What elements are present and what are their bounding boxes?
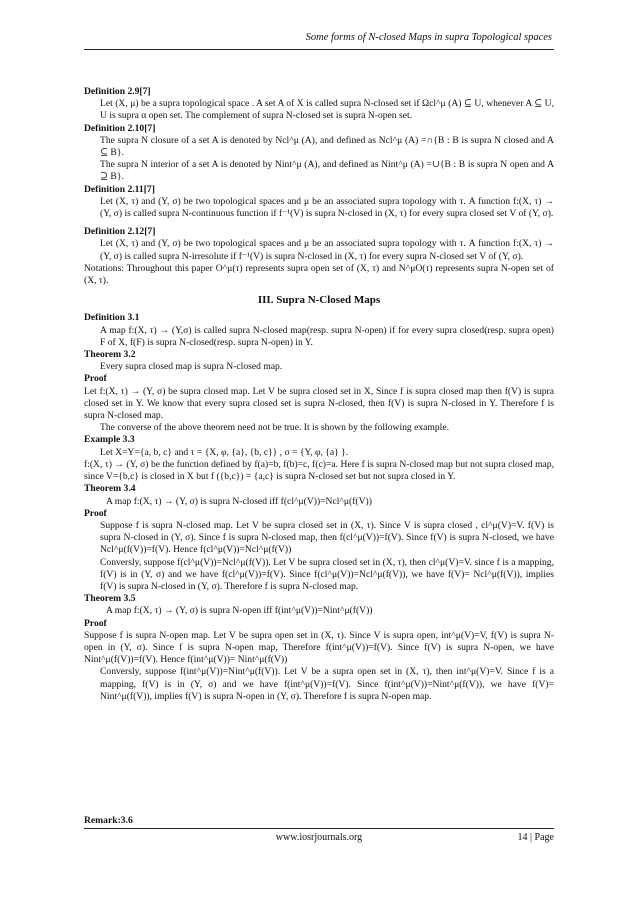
header-rule xyxy=(84,49,554,50)
section-heading: Theorem 3.5 xyxy=(84,593,136,605)
journal-site-link[interactable]: www.iosrjournals.org xyxy=(275,832,363,843)
paragraph: The supra N interior of a set A is denoted by Nint^μ (A), and defined as Nint^μ (A) =∪{B : B is supra N open and A ⊇ B}. xyxy=(100,159,554,183)
paragraph: A map f:(X, τ) → (Y, σ) is supra N-closed iff f(cl^μ(V))=Ncl^μ(f(V)) xyxy=(106,495,372,507)
section-heading: Theorem 3.2 xyxy=(84,349,136,361)
paragraph: Let (X, μ) be a supra topological space . A set A of X is called supra N-closed set if Ωcl^μ (A) ⊆ U, whenever A ⊆ U, U is supra α open set. The complement of supra N-closed set is supra N-open set. xyxy=(100,98,554,122)
page-number: 14 | Page xyxy=(517,832,554,843)
paragraph: Every supra closed map is supra N-closed map. xyxy=(100,361,283,373)
section-heading: Definition 2.11[7] xyxy=(84,183,155,195)
section-heading: Definition 2.12[7] xyxy=(84,226,156,238)
section-heading: Example 3.3 xyxy=(84,434,135,446)
running-header: Some forms of N-closed Maps in supra Topological spaces xyxy=(305,32,552,43)
remark-heading: Remark:3.6 xyxy=(84,815,133,826)
paragraph: Let (X, τ) and (Y, σ) be two topological spaces and μ be an associated supra topology with τ. A function f:(X, τ) → (Y, σ) is called supra N-continuous function if f⁻¹(V) is supra N-closed in (X, τ) for every supra closed set V of (Y, σ). xyxy=(100,195,554,220)
paragraph: Let X=Y={a, b, c} and τ = {X, φ, {a}, {b, c}} , σ = {Y, φ, {a} }. xyxy=(100,446,349,458)
footer-rule xyxy=(84,828,554,829)
paragraph: Suppose f is supra N-open map. Let V be supra open set in (X, τ). Since V is supra open, int^μ(V)=V, f(V) is supra N-open in (Y, σ). Since f is supra N-open map, Therefore f(int^μ(V))=f(V). Since f(V) is supra N-open, we have Nint^μ(f(V))=f(V). Hence f(int^μ(V))= Nint^μ(f(V)) xyxy=(84,629,554,666)
paragraph: The converse of the above theorem need not be true. It is shown by the following example. xyxy=(100,422,450,434)
paragraph: Conversly, suppose f(int^μ(V))=Nint^μ(f(V)). Let V be a supra open set in (X, τ), then int^μ(V)=V. Since f is a mapping, f(V) is in (Y, σ) and we have f(int^μ(V))=f(V). Since f(int^μ(V))=Nint^μ(f(V)), we have f(V)= Nint^μ(f(V)), implies f(V) is supra N-open in (Y, σ). Therefore f is supra N-open map. xyxy=(100,666,554,702)
section-heading: Theorem 3.4 xyxy=(84,483,136,495)
paragraph: Let f:(X, τ) → (Y, σ) be supra closed map. Let V be supra closed set in X, Since f is supra closed map then f(V) is supra closed set in Y. We know that every supra closed set is supra N-closed, then f(V) is supra N-closed in Y. Therefore f is supra N-closed map. xyxy=(84,385,554,422)
section-heading: Proof xyxy=(84,373,107,385)
section-heading: Definition 2.10[7] xyxy=(84,122,156,134)
paragraph: A map f:(X, τ) → (Y,σ) is called supra N-closed map(resp. supra N-open) if for every supra closed(resp. supra open) F of X, f(F) is supra N-closed(resp. supra N-open) in Y. xyxy=(100,324,554,348)
paragraph: Suppose f is supra N-closed map. Let V be supra closed set in (X, τ). Since V is supra closed , cl^μ(V)=V. f(V) is supra N-closed in (Y, σ). Since f is supra N-closed map, then f(cl^μ(V))=f(V). Since f(V) is supra N-closed, we have Ncl^μ(f(V))=f(V). Hence f(cl^μ(V))=Ncl^μ(f(V)) xyxy=(100,519,554,556)
section-heading: Definition 3.1 xyxy=(84,312,140,324)
paragraph: The supra N closure of a set A is denoted by Ncl^μ (A), and defined as Ncl^μ (A) =∩{B : B is supra N closed and A ⊆ B}. xyxy=(100,134,554,159)
section-heading: Proof xyxy=(84,507,107,519)
page-body xyxy=(84,86,554,703)
paragraph: Let (X, τ) and (Y, σ) be two topological spaces and μ be an associated supra topology with τ. A function f:(X, τ) → (Y, σ) is called supra N-irresolute if f⁻¹(V) is supra N-closed in (X, τ) for every supra N-closed set V of (Y, σ). xyxy=(100,238,554,262)
paragraph: f:(X, τ) → (Y, σ) be the function defined by f(a)=b, f(b)=c, f(c)=a. Here f is supra N-closed map but not supra closed map, since V={b,c} is closed in X but f ({b,c}) = {a,c} is supra N-closed set but not supra closed in Y. xyxy=(84,458,554,483)
section-heading: Proof xyxy=(84,617,107,629)
paragraph: Notations: Throughout this paper O^μ(τ) represents supra open set of (X, τ) and N^μO(τ) represents supra N-open set of (X, τ). xyxy=(84,262,554,287)
paragraph: A map f:(X, τ) → (Y, σ) is supra N-open iff f(int^μ(V))=Nint^μ(f(V)) xyxy=(106,605,373,617)
section-title: III. Supra N-Closed Maps xyxy=(257,294,381,307)
paragraph: Conversly, suppose f(cl^μ(V))=Ncl^μ(f(V)). Let V be supra closed set in (X, τ), then cl^μ(V)=V. since f is a mapping, f(V) is in (Y, σ) and we have f(cl^μ(V))=f(V). Since f(cl^μ(V))=Ncl^μ(f(V)), we have f(V)= Ncl^μ(f(V)), implies f(V) is supra N-closed in (Y, σ). Therefore f is supra N-closed map. xyxy=(100,556,554,592)
section-heading: Definition 2.9[7] xyxy=(84,86,151,97)
